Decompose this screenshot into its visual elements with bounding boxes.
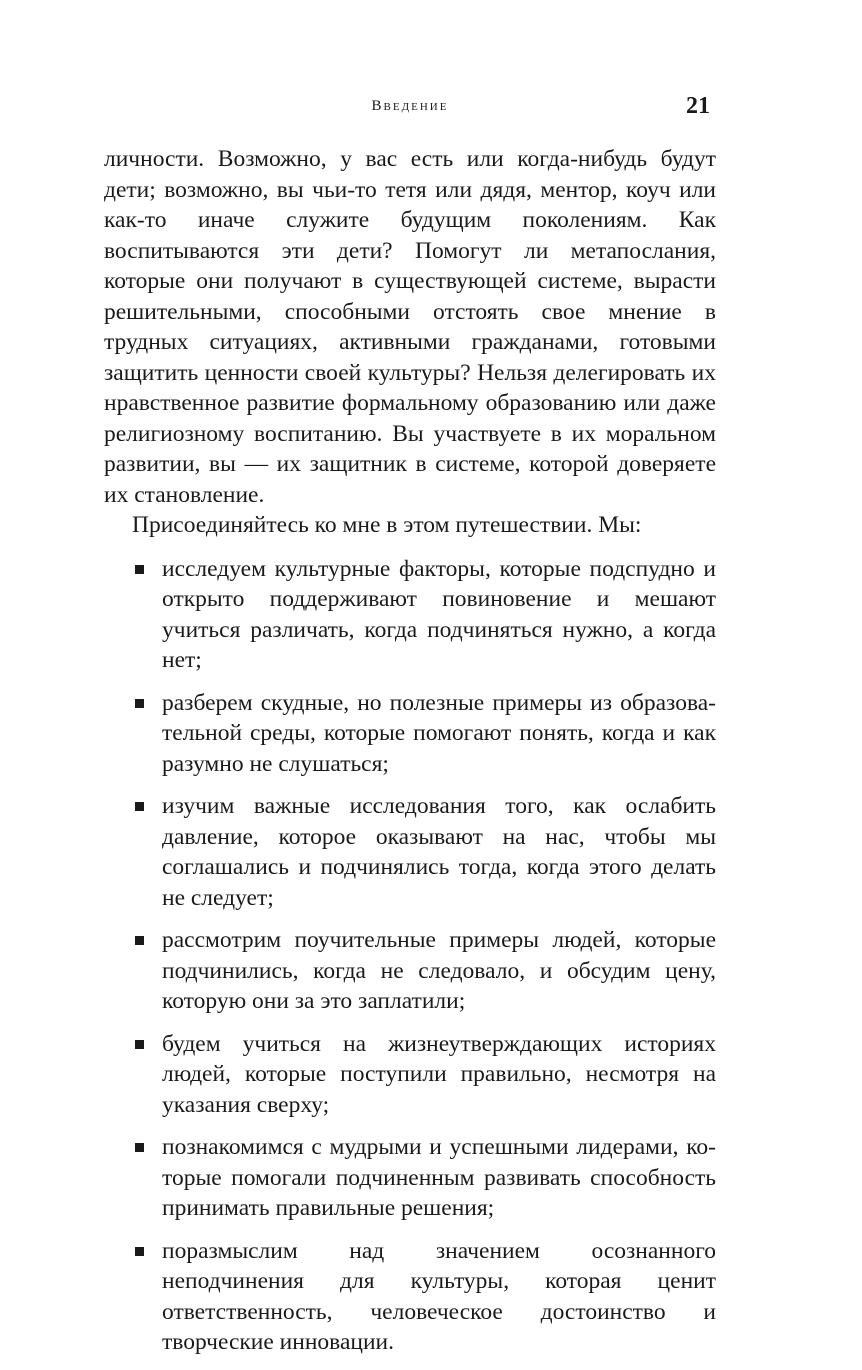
list-item-text: разберем скудные, но полезные примеры из образовательной среды, которые помогают понять, когда и как разумно не слушаться; bbox=[162, 689, 716, 777]
square-bullet-icon bbox=[135, 699, 144, 708]
paragraph-continuation: личности. Возможно, у вас есть или когда-нибудь будут дети; возможно, вы чьи-то тетя или дядя, ментор, коуч или как-то иначе служите будущим поколениям. Как воспитываются эти дети? Помогут ли метапослания, которые они получают в существующей системе, вырасти решительными, способными отстоять свое мнение в трудных ситуациях, активными гражданами, готовыми защитить ценности своей культуры? Нельзя делегировать их нравственное развитие формальному образованию или даже религиозному воспитанию. Вы участвуете в их моральном развитии, вы — их защитник в системе, которой доверяете их становление. bbox=[104, 146, 716, 508]
square-bullet-icon bbox=[135, 1143, 144, 1152]
body-text bbox=[104, 144, 716, 1370]
list-item bbox=[104, 925, 716, 1017]
paragraph-intro-list: Присоединяйтесь ко мне в этом путешествии. Мы: bbox=[132, 512, 642, 538]
running-header bbox=[104, 93, 716, 122]
section-title: Введение bbox=[371, 98, 449, 114]
list-item bbox=[104, 1029, 716, 1121]
list-item-text: рассмотрим поучительные примеры людей, которые подчинились, когда не следовало, и обсудим цену, которую они за это заплатили; bbox=[162, 927, 716, 1014]
list-item-text: будем учиться на жизнеутверждающих историях людей, которые поступили правильно, несмотря на указания сверху; bbox=[162, 1030, 716, 1118]
list-item bbox=[104, 791, 716, 913]
square-bullet-icon bbox=[135, 802, 144, 811]
list-item bbox=[104, 554, 716, 676]
bullet-list bbox=[104, 554, 716, 1358]
list-item-text: познакомимся с мудрыми и успешными лидерами, которые помогали подчиненным развивать способность принимать правильные решения; bbox=[162, 1134, 716, 1221]
page-number: 21 bbox=[686, 93, 710, 119]
list-item-text: поразмыслим над значением осознанного неподчинения для культуры, которая ценит ответственность, человеческое достоинство и творческие инновации. bbox=[162, 1237, 716, 1355]
list-item-text: исследуем культурные факторы, которые подспудно и открыто поддерживают повиновение и мешают учиться различать, когда подчиняться нужно, а когда нет; bbox=[162, 555, 716, 673]
square-bullet-icon bbox=[135, 1040, 144, 1049]
square-bullet-icon bbox=[135, 1247, 144, 1256]
list-item bbox=[104, 688, 716, 780]
list-item-text: изучим важные исследования того, как ослабить давление, которое оказывают на нас, чтобы мы соглашались и подчинялись тогда, когда этого делать не следует; bbox=[162, 793, 716, 911]
list-item bbox=[104, 1132, 716, 1224]
square-bullet-icon bbox=[135, 565, 144, 574]
list-item bbox=[104, 1236, 716, 1358]
square-bullet-icon bbox=[135, 936, 144, 945]
